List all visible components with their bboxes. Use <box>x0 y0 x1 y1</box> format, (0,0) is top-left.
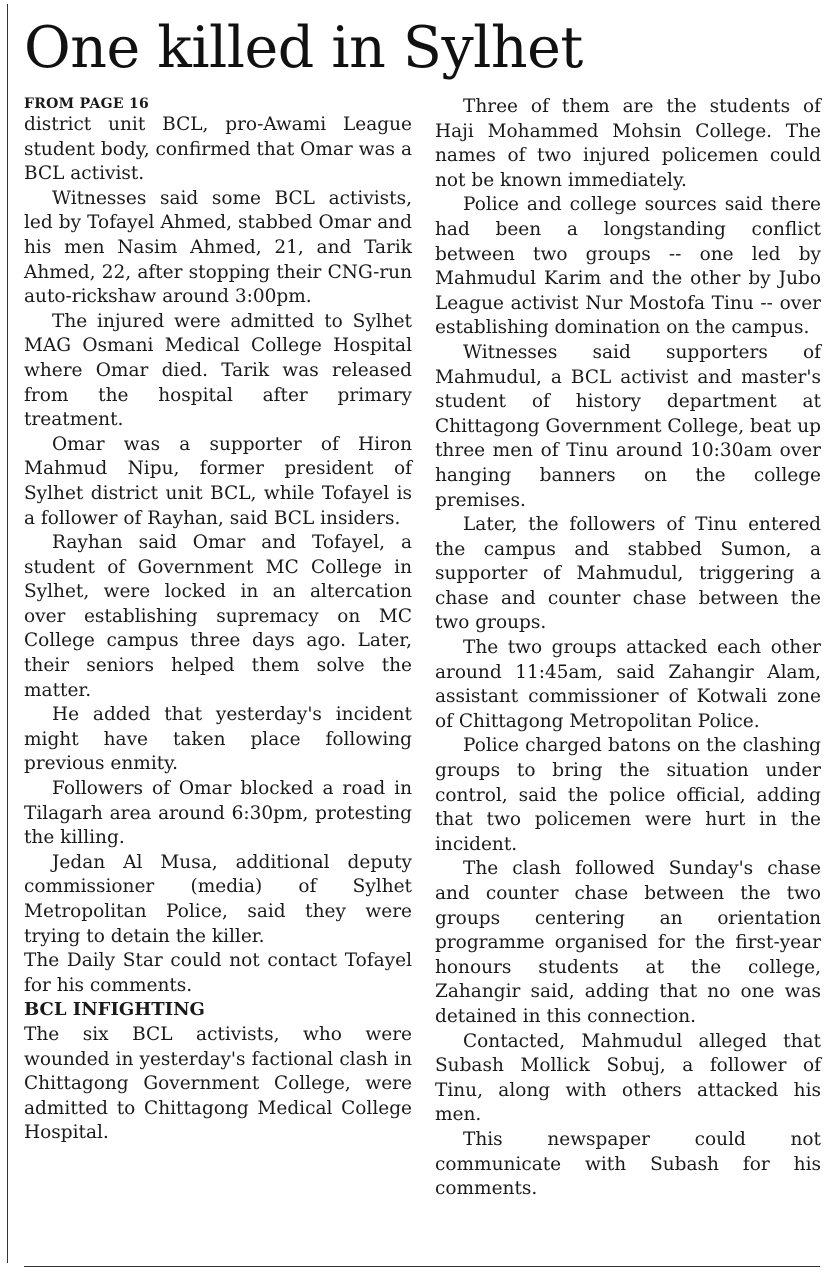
paragraph: Contacted, Mahmudul alleged that Subash Mollick Sobuj, a follower of Tinu, along with others attacked his men. <box>435 1030 821 1126</box>
paragraph: The two groups attacked each other around 11:45am, said Zahangir Alam, assistant commissioner of Kotwali zone of Chittagong Metropolitan Police. <box>435 637 821 732</box>
continuation-kicker: FROM PAGE 16 <box>24 96 150 112</box>
paragraph: Omar was a supporter of Hiron Mahmud Nipu, former president of Sylhet district unit BCL, while Tofayel is a follower of Rayhan, said BCL insiders. <box>24 433 412 529</box>
paragraph: Witnesses said some BCL activists, led by Tofayel Ahmed, stabbed Omar and his men Nasim Ahmed, 21, and Tarik Ahmed, 22, after stopping their CNG-run auto-rickshaw around 3:00pm. <box>24 187 412 308</box>
headline: One killed in Sylhet <box>24 15 583 81</box>
article-column-left <box>24 95 412 1146</box>
paragraph: Rayhan said Omar and Tofayel, a student of Government MC College in Sylhet, were locked in an altercation over establishing supremacy on MC College campus three days ago. Later, their seniors helped them solve the matter. <box>24 532 412 701</box>
paragraph: Police charged batons on the clashing groups to bring the situation under control, said the police official, adding that two policemen were hurt in the incident. <box>435 735 821 855</box>
article-column-right <box>435 95 821 1202</box>
paragraph: The clash followed Sunday's chase and counter chase between the two groups centering an orientation programme organised for the first-year honours students at the college, Zahangir said, adding that no one was detained in this connection. <box>435 858 821 1027</box>
paragraph: He added that yesterday's incident might have taken place following previous enmity. <box>24 704 412 775</box>
paragraph: This newspaper could not communicate with Subash for his comments. <box>435 1128 821 1200</box>
paragraph: district unit BCL, pro-Awami League student body, confirmed that Omar was a BCL activist. <box>24 114 412 185</box>
section-subhead: BCL INFIGHTING <box>24 999 205 1021</box>
paragraph: Later, the followers of Tinu entered the campus and stabbed Sumon, a supporter of Mahmudul, triggering a chase and counter chase between the two groups. <box>435 514 821 634</box>
paragraph: Witnesses said supporters of Mahmudul, a BCL activist and master's student of history department at Chittagong Government College, beat up three men of Tinu around 10:30am over hanging banners on the college premises. <box>435 341 821 511</box>
paragraph: Police and college sources said there had been a longstanding conflict between two groups -- one led by Mahmudul Karim and the other by Jubo League activist Nur Mostofa Tinu -- over establishing domination on the campus. <box>435 194 821 339</box>
paragraph: Jedan Al Musa, additional deputy commissioner (media) of Sylhet Metropolitan Police, said they were trying to detain the killer. <box>24 851 412 947</box>
paragraph: Followers of Omar blocked a road in Tilagarh area around 6:30pm, protesting the killing. <box>24 778 412 849</box>
bottom-rule <box>24 1266 820 1267</box>
column-rule-left <box>7 4 8 1263</box>
paragraph: The Daily Star could not contact Tofayel for his comments. <box>24 950 412 996</box>
paragraph: Three of them are the students of Haji Mohammed Mohsin College. The names of two injured policemen could not be known immediately. <box>435 96 821 191</box>
paragraph: The injured were admitted to Sylhet MAG Osmani Medical College Hospital where Omar died. Tarik was released from the hospital after primary treatment. <box>24 310 412 431</box>
paragraph: The six BCL activists, who were wounded in yesterday's factional clash in Chittagong Government College, were admitted to Chittagong Medical College Hospital. <box>24 1023 412 1144</box>
